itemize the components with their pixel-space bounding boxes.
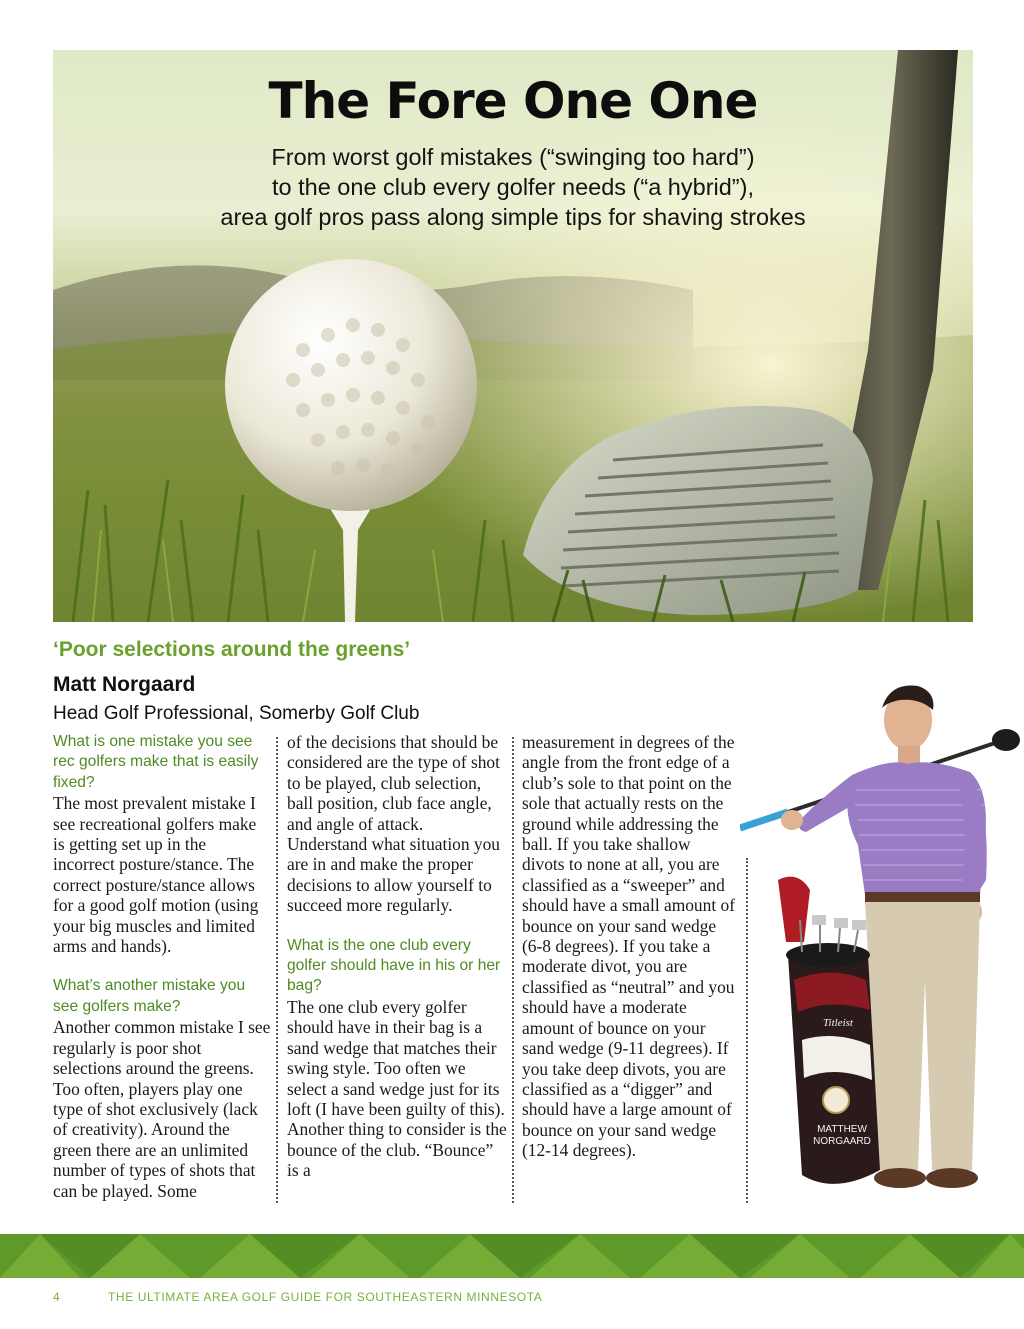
answer-text: measurement in degrees of the angle from the front edge of a club’s sole to that point on the sole that actually rests on the ground while addressing the ball. If you take shallow divots to none at all, you are classified as a “sweeper” and should have a small amount of bounce on your sand wedge (6-8 degrees). If you take a moderate divot, you are classified as “neutral” and you should have a moderate amount of bounce on your sand wedge (9-11 degrees). If you take deep divots, you are classified as a “digger” and should have a large amount of bounce on your sand wedge (12-14 degrees). (522, 732, 735, 1161)
column-divider (276, 737, 278, 1203)
answer-text: The most prevalent mistake I see recreational golfers make is getting set up in the incorrect posture/stance. The correct posture/stance allows for a good golf motion (using your big muscles and limited arms and hands). (53, 793, 259, 957)
golfer-illustration (740, 680, 1024, 1200)
question-text: What is the one club every golfer should have in his or her bag? (287, 936, 501, 995)
subtitle-line: From worst golf mistakes (“swinging too hard”) (271, 144, 755, 170)
answer-text: of the decisions that should be considered are the type of shot to be played, club selection, ball position, club face angle, and angle of attack. Understand what situation you are in and make the proper decisions to allow yourself to succeed more regularly. (287, 732, 501, 916)
subtitle-line: to the one club every golfer needs (“a hybrid”), (271, 174, 754, 200)
hero-image (53, 50, 973, 622)
answer-text: The one club every golfer should have in their bag is a sand wedge that matches their swing style. Too often we select a sand wedge just for its loft (I have been guilty of this). Another thing to consider is the bounce of the club. “Bounce” is a (287, 996, 507, 1181)
author-title: Head Golf Professional, Somerby Golf Club (53, 703, 420, 724)
page-title: The Fore One One (268, 72, 758, 130)
answer-text: Another common mistake I see regularly is poor shot selections around the greens. Too often, players play one type of shot exclusively (lack of creativity). Around the green there are an unlimited number of types of shots that can be played. Some (53, 1017, 271, 1201)
article-column-1 (53, 732, 271, 1201)
article-column-3 (522, 732, 737, 1161)
subtitle-line: area golf pros pass along simple tips for shaving strokes (220, 204, 806, 230)
column-divider (512, 737, 514, 1203)
bag-name-line: MATTHEW (817, 1124, 867, 1135)
page-number: 4 (53, 1290, 61, 1304)
article-column-2 (287, 732, 507, 1181)
page-subtitle (53, 142, 973, 232)
question-text: What is one mistake you see rec golfers make that is easily fixed? (53, 733, 259, 791)
article-kicker: ‘Poor selections around the greens’ (53, 638, 411, 661)
author-name: Matt Norgaard (53, 673, 196, 696)
question-text: What’s another mistake you see golfers make? (53, 977, 246, 1015)
golfer-photo (740, 680, 1024, 1205)
bag-name-line: NORGAARD (813, 1136, 871, 1147)
bag-brand-logo: Titleist (823, 1017, 853, 1029)
publication-title: THE ULTIMATE AREA GOLF GUIDE FOR SOUTHEASTERN MINNESOTA (108, 1290, 543, 1304)
golf-ball-and-club-photo (53, 50, 973, 622)
footer-band (0, 1234, 1024, 1278)
